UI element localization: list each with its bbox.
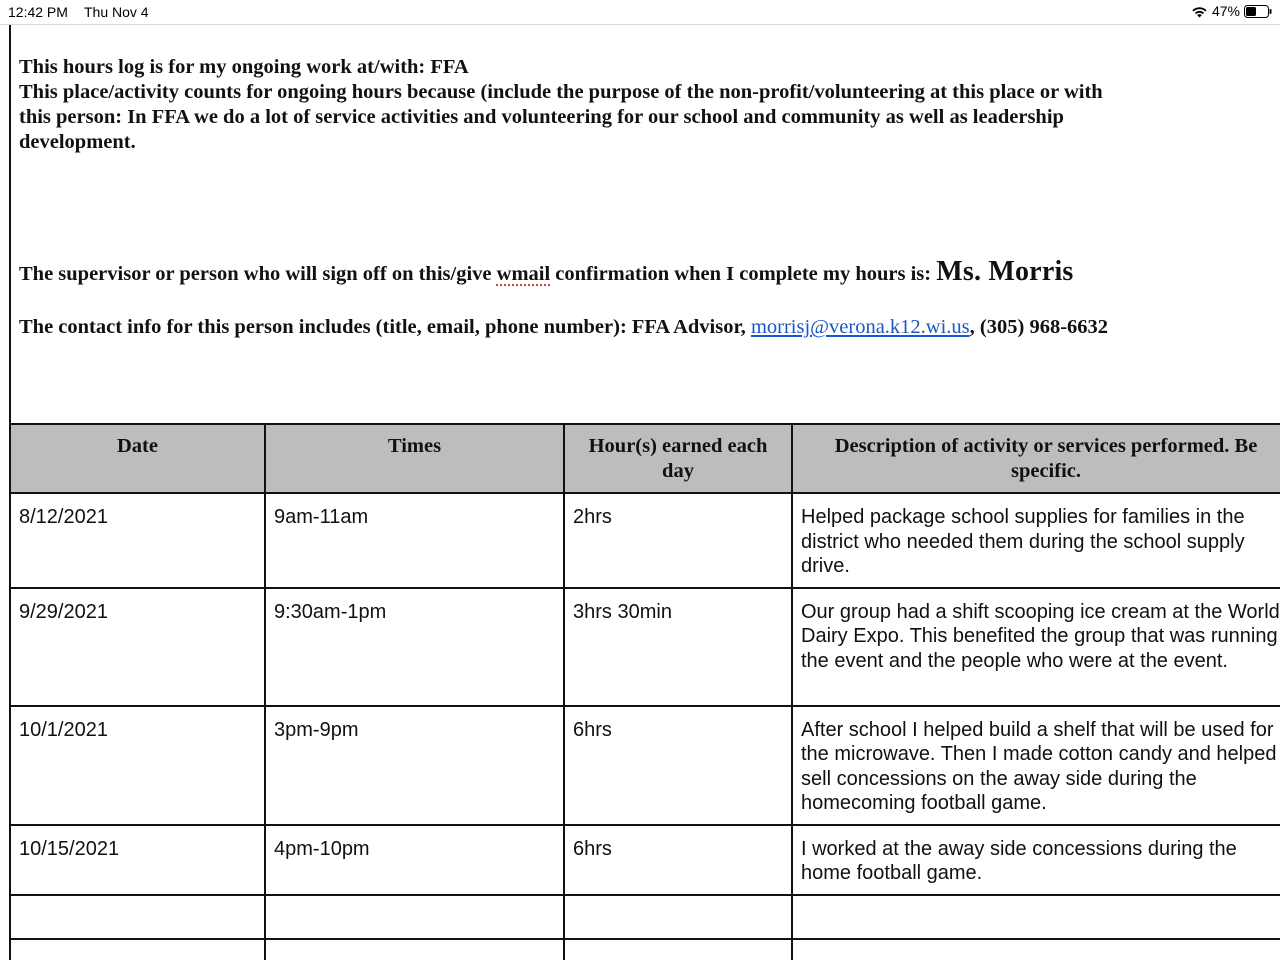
supervisor-suffix: confirmation when I complete my hours is: [550,263,937,285]
cell-empty[interactable] [10,939,265,960]
cell-hours[interactable]: 6hrs [564,706,792,825]
email-link[interactable]: morrisj@verona.k12.wi.us [750,316,970,338]
supervisor-name: Ms. Morris [936,256,1074,287]
supervisor-line [19,256,1074,287]
cell-empty[interactable] [792,895,1280,939]
cell-hours[interactable]: 2hrs [564,493,792,588]
table-row [10,493,1280,588]
document-page[interactable] [0,25,1280,960]
header-times: Times [265,424,564,493]
hours-log-table [9,423,1280,960]
intro-line: This place/activity counts for ongoing hours because (include the purpose of the non-profit/volunteering at this place or with [19,81,1103,103]
cell-date[interactable]: 10/1/2021 [10,706,265,825]
status-right-group [1191,3,1272,19]
supervisor-prefix: The supervisor or person who will sign off on this/give [19,263,497,285]
status-bar [0,0,1280,25]
contact-line [19,315,1108,340]
cell-hours[interactable]: 3hrs 30min [564,588,792,706]
cell-hours[interactable]: 6hrs [564,825,792,895]
status-date: Thu Nov 4 [84,4,149,20]
intro-line: This hours log is for my ongoing work at/with: FFA [19,56,469,78]
cell-times[interactable]: 9am-11am [265,493,564,588]
table-header-row [10,424,1280,493]
cell-date[interactable]: 8/12/2021 [10,493,265,588]
cell-times[interactable]: 4pm-10pm [265,825,564,895]
table-row-empty [10,939,1280,960]
cell-description[interactable]: I worked at the away side concessions during the home football game. [792,825,1280,895]
battery-icon [1244,5,1272,18]
cell-empty[interactable] [564,895,792,939]
table-row [10,588,1280,706]
cell-empty[interactable] [564,939,792,960]
cell-date[interactable]: 9/29/2021 [10,588,265,706]
cell-description[interactable]: After school I helped build a shelf that will be used for the microwave. Then I made cotton candy and helped sell concessions on the away side during the homecoming football game. [792,706,1280,825]
table-row [10,825,1280,895]
cell-empty[interactable] [265,939,564,960]
cell-description[interactable]: Helped package school supplies for families in the district who needed them during the school supply drive. [792,493,1280,588]
misspelled-word[interactable]: wmail [496,263,551,285]
header-hours: Hour(s) earned each day [564,424,792,493]
battery-percent: 47% [1211,3,1240,19]
cell-times[interactable]: 3pm-9pm [265,706,564,825]
contact-phone: , (305) 968-6632 [969,316,1109,338]
contact-prefix: The contact info for this person includes (title, email, phone number): FFA Advisor, [19,316,751,338]
cell-times[interactable]: 9:30am-1pm [265,588,564,706]
cell-empty[interactable] [265,895,564,939]
header-date: Date [10,424,265,493]
cell-description[interactable]: Our group had a shift scooping ice cream at the World Dairy Expo. This benefited the group that was running the event and the people who were at the event. [792,588,1280,706]
table-row-empty [10,895,1280,939]
header-description: Description of activity or services performed. Be specific. [792,424,1280,493]
table-row [10,706,1280,825]
cell-empty[interactable] [792,939,1280,960]
cell-date[interactable]: 10/15/2021 [10,825,265,895]
intro-line: development. [19,131,136,153]
intro-paragraph [19,55,1103,155]
cell-empty[interactable] [10,895,265,939]
intro-line: this person: In FFA we do a lot of service activities and volunteering for our school and community as well as leadership [19,106,1064,128]
wifi-icon [1191,5,1208,18]
status-time: 12:42 PM [8,4,68,20]
